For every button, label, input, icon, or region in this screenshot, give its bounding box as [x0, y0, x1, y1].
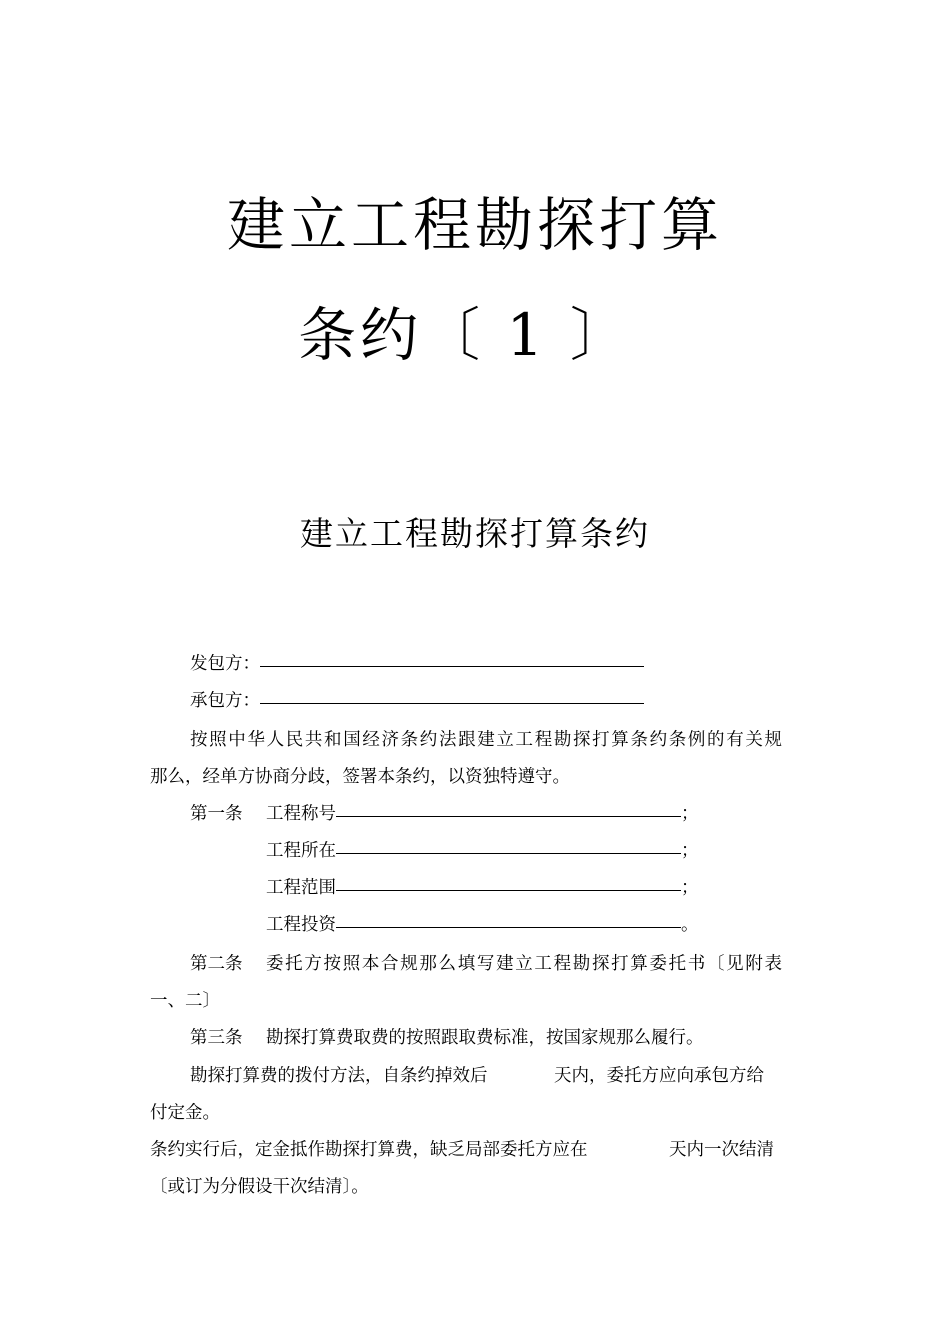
article3-text: 勘探打算费取费的按照跟取费标准，按国家规那么履行。	[266, 1028, 704, 1048]
intro-line1: 按照中华人民共和国经济条约法跟建立工程勘探打算条约条例的有关规	[190, 730, 782, 750]
fabao-row	[190, 652, 644, 676]
article2-line1: 委托方按照本合规那么填写建立工程勘探打算委托书〔见附表	[266, 954, 782, 974]
article3-label: 第三条	[190, 1028, 243, 1048]
article1-item-end: ；	[681, 878, 699, 898]
article2-label: 第二条	[190, 954, 243, 974]
article1-item	[266, 913, 699, 937]
article1-item	[266, 876, 699, 900]
article1-item-end: 。	[681, 915, 699, 935]
chengbao-label: 承包方：	[190, 691, 260, 711]
settlement-line1-b: 天内一次结清	[669, 1140, 774, 1160]
project-name-blank[interactable]	[336, 815, 681, 817]
article1-item-label: 工程所在	[266, 841, 336, 861]
article1-item-end: ；	[681, 804, 699, 824]
article1-item-label: 工程投资	[266, 915, 336, 935]
article1-item-label: 工程称号	[266, 804, 336, 824]
project-location-blank[interactable]	[336, 852, 681, 854]
project-investment-blank[interactable]	[336, 926, 681, 928]
main-title-line2: 条约〔 1 〕	[298, 301, 632, 369]
article1-item	[266, 802, 699, 826]
article1-item-label: 工程范围	[266, 878, 336, 898]
payment-line1-a: 勘探打算费的拨付方法，自条约掉效后	[190, 1066, 488, 1086]
chengbao-row	[190, 689, 644, 713]
project-scope-blank[interactable]	[336, 889, 681, 891]
article2-line2: 一、二〕	[150, 991, 220, 1011]
settlement-line2: 〔或订为分假设干次结清〕。	[150, 1177, 369, 1197]
payment-line2: 付定金。	[150, 1103, 220, 1123]
settlement-line1-a: 条约实行后，定金抵作勘探打算费，缺乏局部委托方应在	[150, 1140, 588, 1160]
intro-line2: 那么，经单方协商分歧，签署本条约，以资独特遵守。	[150, 767, 570, 787]
article1-item	[266, 839, 699, 863]
contract-subtitle: 建立工程勘探打算条约	[300, 514, 650, 553]
chengbao-blank[interactable]	[260, 702, 644, 704]
fabao-blank[interactable]	[260, 665, 644, 667]
main-title-line1: 建立工程勘探打算	[226, 191, 723, 259]
fabao-label: 发包方：	[190, 654, 260, 674]
payment-line1-b: 天内，委托方应向承包方给	[554, 1066, 764, 1086]
article1-label: 第一条	[190, 804, 243, 824]
article1-item-end: ；	[681, 841, 699, 861]
